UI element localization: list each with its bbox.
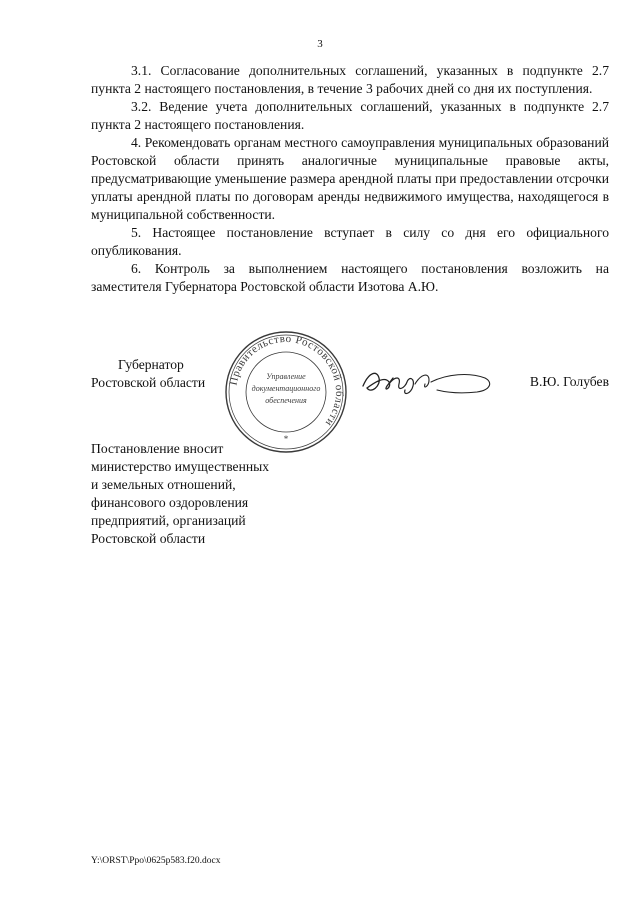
governor-title-line1: Губернатор [118, 357, 184, 372]
page-number: 3 [317, 38, 323, 50]
seal-outer-text: Правительство Ростовской области [227, 332, 346, 429]
seal-star-icon: * [283, 434, 289, 444]
signature-block [91, 330, 609, 450]
governor-title-line2: Ростовской области [91, 375, 206, 390]
paragraph-5: 5. Настоящее постановление вступает в силу со дня его официального опубликования. [91, 225, 609, 258]
submitter-line: и земельных отношений, [91, 477, 236, 492]
file-path-footer: Y:\ORST\Ppo\0625p583.f20.docx [91, 856, 221, 866]
paragraph-3-1: 3.1. Согласование дополнительных соглашений, указанных в подпункте 2.7 пункта 2 настоящего постановления, в течение 3 рабочих дней со дня их поступления. [91, 63, 609, 96]
seal-inner-line2: документационного [251, 384, 321, 393]
submitter-line: финансового оздоровления [91, 495, 249, 510]
submitter-line: министерство имущественных [91, 459, 270, 474]
governor-name: В.Ю. Голубев [529, 374, 609, 389]
seal-inner-line1: Управление [266, 372, 306, 381]
handwritten-signature [359, 364, 499, 400]
governor-title [91, 356, 205, 392]
official-seal [224, 330, 348, 454]
submitter-line: Постановление вносит [91, 441, 224, 456]
paragraph-4: 4. Рекомендовать органам местного самоуправления муниципальных образований Ростовской области принять аналогичные муниципальные правовые акты, предусматривающие уменьшение размера арендной платы при предоставлении отсрочки уплаты арендной платы по договорам аренды недвижимого имущества, находящегося в муниципальной собственности. [91, 135, 609, 222]
paragraph-3-2: 3.2. Ведение учета дополнительных соглашений, указанных в подпункте 2.7 пункта 2 настоящего постановления. [91, 99, 609, 132]
submitter-note [91, 440, 391, 548]
paragraph-6: 6. Контроль за выполнением настоящего постановления возложить на заместителя Губернатора Ростовской области Изотова А.Ю. [91, 261, 609, 294]
seal-inner-line3: обеспечения [265, 396, 307, 405]
submitter-line: Ростовской области [91, 531, 206, 546]
submitter-line: предприятий, организаций [91, 513, 246, 528]
document-body [91, 62, 609, 296]
